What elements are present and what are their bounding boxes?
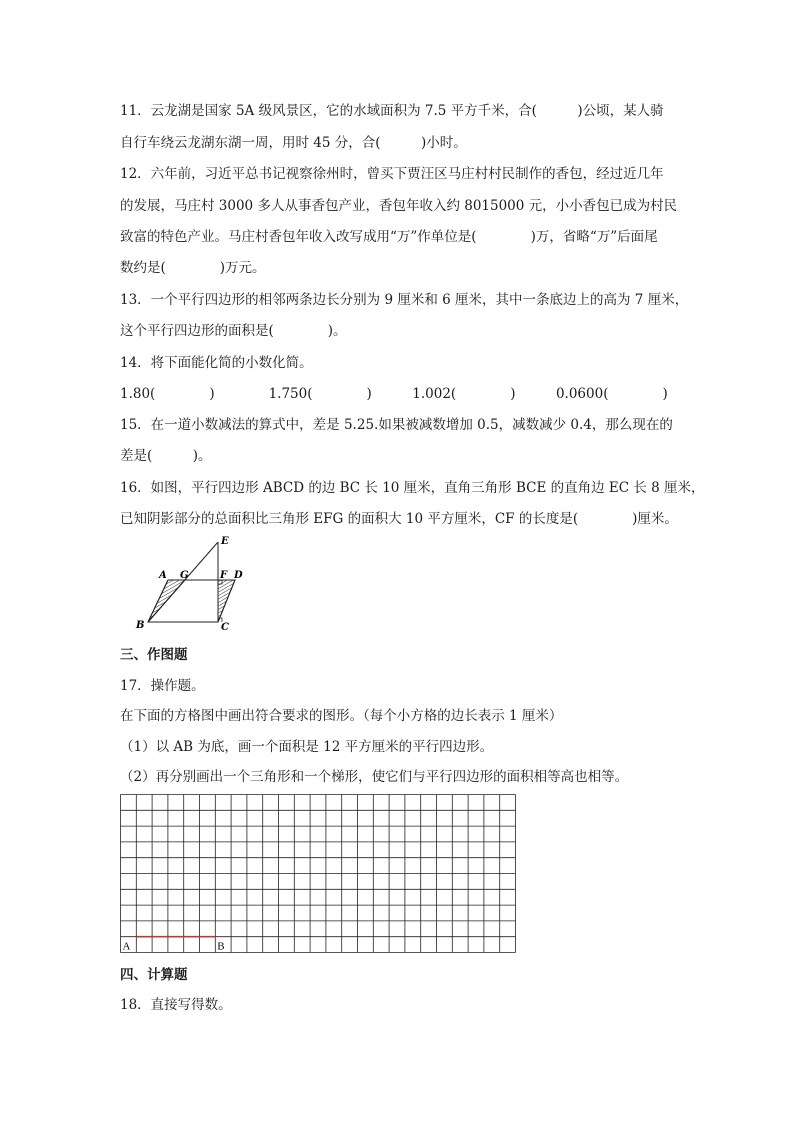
q12-line-4: 数约是( )万元。 <box>120 260 266 276</box>
q15-line-2: 差是( )。 <box>120 448 212 464</box>
label-g: G <box>180 570 189 581</box>
q11-line-1: 11．云龙湖是国家 5A 级风景区，它的水域面积为 7.5 平方千米，合( )公顷，某人骑 <box>120 103 664 119</box>
label-f: F <box>220 570 228 581</box>
section-heading-drawing: 三、作图题 <box>120 647 188 663</box>
label-a: A <box>159 570 167 581</box>
q17-instruction: 在下面的方格图中画出符合要求的图形。（每个小方格的边长表示 1 厘米） <box>120 708 563 724</box>
square-grid[interactable] <box>120 794 518 960</box>
q17-title: 17．操作题。 <box>120 678 205 694</box>
q15-line-1: 15．在一道小数减法的算式中，差是 5.25.如果被减数增加 0.5，减数减少 0.4，那么现在的 <box>120 417 673 433</box>
grid-label-b: B <box>217 940 225 953</box>
q16-line-1: 16．如图，平行四边形 ABCD 的边 BC 长 10 厘米，直角三角形 BCE 的直角边 EC 长 8 厘米， <box>120 480 705 496</box>
q12-line-3: 致富的特色产业。马庄村香包年收入改写成用“万”作单位是( )万，省略“万”后面尾 <box>120 229 658 245</box>
label-d: D <box>234 570 243 581</box>
q16-line-2: 已知阴影部分的总面积比三角形 EFG 的面积大 10 平方厘米，CF 的长度是( )厘米。 <box>120 511 678 527</box>
q17-part-1: （1）以 AB 为底，画一个面积是 12 平方厘米的平行四边形。 <box>120 739 494 755</box>
label-b: B <box>136 620 145 631</box>
q13-line-2: 这个平行四边形的面积是( )。 <box>120 323 347 339</box>
q17-part-2: （2）再分别画出一个三角形和一个梯形，使它们与平行四边形的面积相等高也相等。 <box>120 769 629 785</box>
q12-line-2: 的发展，马庄村 3000 多人从事香包产业，香包年收入约 8015000 元，小小香包已成为村民 <box>120 198 678 214</box>
q14-decimals: 1.80( ) 1.750( ) 1.002( ) 0.0600( ) <box>120 386 668 402</box>
parallelogram-figure <box>130 532 260 636</box>
q13-line-1: 13．一个平行四边形的相邻两条边长分别为 9 厘米和 6 厘米，其中一条底边上的高为 7 厘米， <box>120 292 689 308</box>
q14-line-1: 14．将下面能化简的小数化简。 <box>120 355 313 371</box>
grid-label-a: A <box>122 940 131 953</box>
section-heading-calculation: 四、计算题 <box>120 967 188 983</box>
line-be <box>148 542 218 622</box>
q11-line-2: 自行车绕云龙湖东湖一周，用时 45 分，合( )小时。 <box>120 135 467 151</box>
q12-line-1: 12．六年前，习近平总书记视察徐州时，曾买下贾汪区马庄村村民制作的香包，经过近几年 <box>120 166 664 182</box>
label-e: E <box>221 536 229 547</box>
label-c: C <box>221 622 229 632</box>
q18-title: 18．直接写得数。 <box>120 997 232 1013</box>
